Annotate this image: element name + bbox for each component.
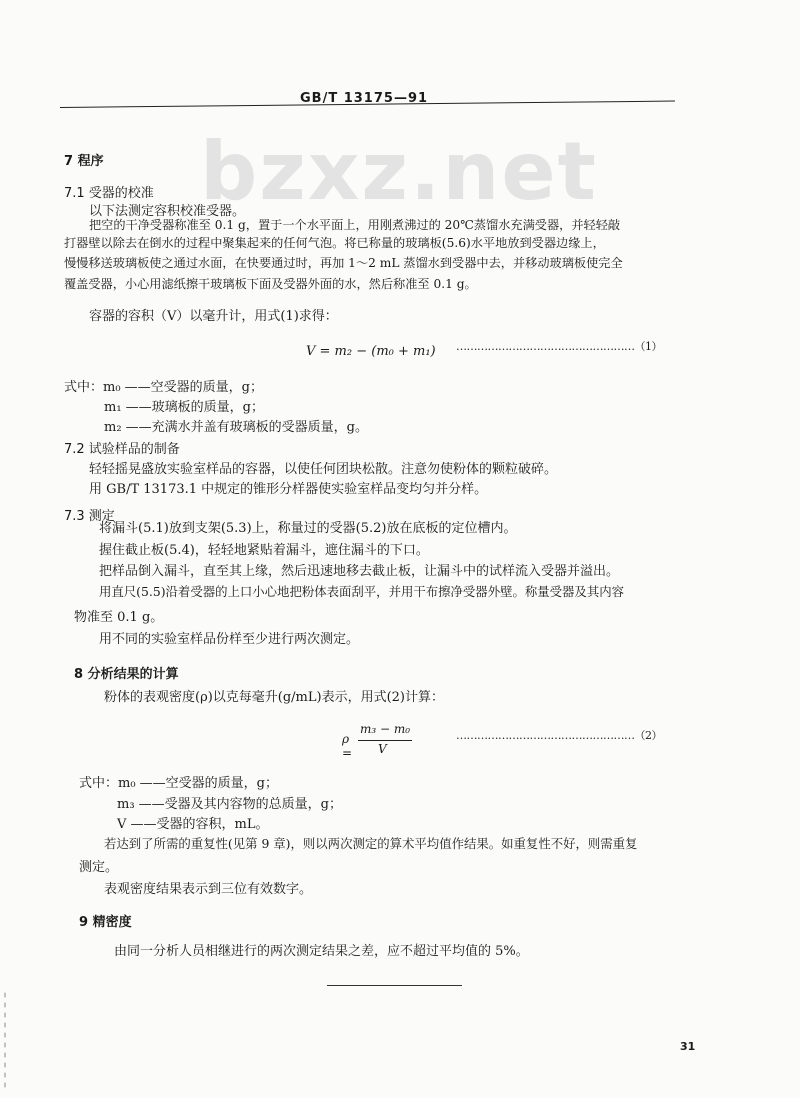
paragraph-line: 覆盖受器，小心用滤纸擦干玻璃板下面及受器外面的水，然后称准至 0.1 g。 [64,277,477,291]
paragraph-line: 轻轻摇晃盛放实验室样品的容器，以使任何团块松散。注意勿使粉体的颗粒破碎。 [89,462,558,477]
paragraph-line: 由同一分析人员相继进行的两次测定结果之差，应不超过平均值的 5%。 [114,944,529,959]
watermark: bzxz.net [200,125,598,218]
formula-1: V = m₂ − (m₀ + m₁) [306,344,436,359]
paragraph-line: 容器的容积（V）以毫升计，用式(1)求得： [89,309,338,324]
paragraph-line: 用 GB/T 13173.1 中规定的锥形分样器使实验室样品变均匀并分样。 [89,482,488,497]
where-line: m₃ ——受器及其内容物的总质量，g； [117,797,342,812]
paragraph-line: 把样品倒入漏斗，直至其上缘，然后迅速地移去截止板，让漏斗中的试样流入受器并溢出。 [99,564,620,579]
page-number: 31 [680,1040,696,1053]
section-7-1-title: 7.1 受器的校准 [64,186,154,201]
paragraph-line: 以下法测定容积校准受器。 [89,204,246,219]
section-7-2-title: 7.2 试验样品的制备 [64,442,180,457]
where-line: 式中：m₀ ——空受器的质量，g； [64,380,263,395]
section-9-title: 9 精密度 [79,915,132,930]
scan-artifact-dots [3,990,7,1090]
paragraph-line: 物准至 0.1 g。 [74,610,164,625]
paragraph-line: 打器壁以除去在倒水的过程中聚集起来的任何气泡。将已称量的玻璃板(5.6)水平地放到受器边缘上， [64,236,605,250]
paragraph-line: 粉体的表观密度(ρ)以克每毫升(g/mL)表示，用式(2)计算： [104,690,445,705]
formula-2-number: ……………………………………………（2） [456,729,662,742]
section-8-title: 8 分析结果的计算 [74,667,179,682]
paragraph-line: 若达到了所需的重复性(见第 9 章)，则以两次测定的算术平均值作结果。如重复性不好，则需重复 [104,836,638,851]
fraction-bar [358,740,412,741]
formula-1-number: ……………………………………………（1） [456,340,662,353]
paragraph-line: 表观密度结果表示到三位有效数字。 [104,882,313,897]
paragraph-line: 用直尺(5.5)沿着受器的上口小心地把粉体表面刮平，并用干布擦净受器外壁。称量受器及其内容 [99,584,624,599]
where-line: 式中：m₀ ——空受器的质量，g； [79,776,278,791]
section-7-title: 7 程序 [64,154,104,169]
paragraph-line: 慢慢移送玻璃板使之通过水面，在快要通过时，再加 1～2 mL 蒸馏水到受器中去，并移动玻璃板使完全 [64,256,623,270]
where-line: V ——受器的容积，mL。 [117,817,269,832]
standard-number: GB/T 13175—91 [300,91,429,106]
formula-2-numerator: m₃ − m₀ [360,722,411,736]
end-rule [327,985,462,986]
where-line: m₁ ——玻璃板的质量，g； [104,400,264,415]
paragraph-line: 用不同的实验室样品份样至少进行两次测定。 [99,632,360,647]
formula-2-denominator: V [378,742,387,756]
section-7-3-title: 7.3 测定 [64,509,115,524]
formula-2-lhs: ρ = [342,732,353,760]
paragraph-line: 将漏斗(5.1)放到支架(5.3)上，称量过的受器(5.2)放在底板的定位槽内。 [99,521,517,536]
paragraph-line: 把空的干净受器称准至 0.1 g，置于一个水平面上，用刚煮沸过的 20℃蒸馏水充满受器，并轻轻敲 [89,218,621,232]
paragraph-line: 握住截止板(5.4)，轻轻地紧贴着漏斗，遮住漏斗的下口。 [99,543,429,558]
paragraph-line: 测定。 [79,860,119,875]
where-line: m₂ ——充满水并盖有玻璃板的受器质量，g。 [104,420,368,435]
